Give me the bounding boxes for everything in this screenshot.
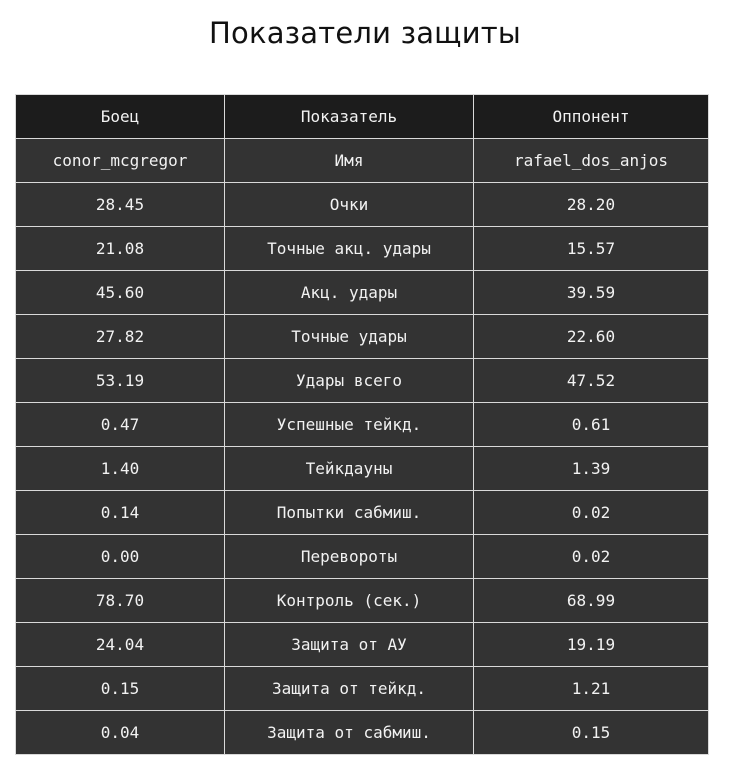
- opponent-value: 0.02: [474, 535, 709, 579]
- metric-label: Акц. удары: [225, 271, 474, 315]
- opponent-value: 68.99: [474, 579, 709, 623]
- opponent-value: 22.60: [474, 315, 709, 359]
- fighter-value: 45.60: [16, 271, 225, 315]
- opponent-value: 47.52: [474, 359, 709, 403]
- opponent-value: 28.20: [474, 183, 709, 227]
- fighter-value: conor_mcgregor: [16, 139, 225, 183]
- fighter-value: 0.14: [16, 491, 225, 535]
- metric-label: Защита от тейкд.: [225, 667, 474, 711]
- column-header-metric: Показатель: [225, 95, 474, 139]
- opponent-value: 0.61: [474, 403, 709, 447]
- metric-label: Защита от сабмиш.: [225, 711, 474, 755]
- table-row: [16, 623, 709, 667]
- table-row: [16, 359, 709, 403]
- table-row: [16, 403, 709, 447]
- table-row: [16, 183, 709, 227]
- metric-label: Попытки сабмиш.: [225, 491, 474, 535]
- metric-label: Очки: [225, 183, 474, 227]
- fighter-value: 0.00: [16, 535, 225, 579]
- metric-label: Тейкдауны: [225, 447, 474, 491]
- fighter-value: 0.47: [16, 403, 225, 447]
- metric-label: Точные удары: [225, 315, 474, 359]
- table-row: [16, 271, 709, 315]
- opponent-value: 1.21: [474, 667, 709, 711]
- fighter-value: 0.04: [16, 711, 225, 755]
- table-row: [16, 579, 709, 623]
- opponent-value: 0.15: [474, 711, 709, 755]
- table-row: [16, 711, 709, 755]
- fighter-value: 78.70: [16, 579, 225, 623]
- table-row: [16, 491, 709, 535]
- metric-label: Имя: [225, 139, 474, 183]
- fighter-value: 27.82: [16, 315, 225, 359]
- opponent-value: 1.39: [474, 447, 709, 491]
- fighter-value: 53.19: [16, 359, 225, 403]
- page-title: Показатели защиты: [209, 16, 521, 50]
- table-row: [16, 667, 709, 711]
- opponent-value: 0.02: [474, 491, 709, 535]
- opponent-value: 39.59: [474, 271, 709, 315]
- table-row: [16, 535, 709, 579]
- fighter-value: 1.40: [16, 447, 225, 491]
- table-row: [16, 447, 709, 491]
- metric-label: Перевороты: [225, 535, 474, 579]
- fighter-value: 28.45: [16, 183, 225, 227]
- fighter-value: 24.04: [16, 623, 225, 667]
- stats-table: [15, 94, 709, 755]
- table-header-row: [16, 95, 709, 139]
- opponent-value: rafael_dos_anjos: [474, 139, 709, 183]
- metric-label: Контроль (сек.): [225, 579, 474, 623]
- metric-label: Защита от АУ: [225, 623, 474, 667]
- column-header-fighter: Боец: [16, 95, 225, 139]
- table-row: [16, 227, 709, 271]
- fighter-value: 21.08: [16, 227, 225, 271]
- opponent-value: 15.57: [474, 227, 709, 271]
- fighter-value: 0.15: [16, 667, 225, 711]
- table-row: [16, 139, 709, 183]
- metric-label: Точные акц. удары: [225, 227, 474, 271]
- opponent-value: 19.19: [474, 623, 709, 667]
- metric-label: Удары всего: [225, 359, 474, 403]
- metric-label: Успешные тейкд.: [225, 403, 474, 447]
- column-header-opponent: Оппонент: [474, 95, 709, 139]
- table-row: [16, 315, 709, 359]
